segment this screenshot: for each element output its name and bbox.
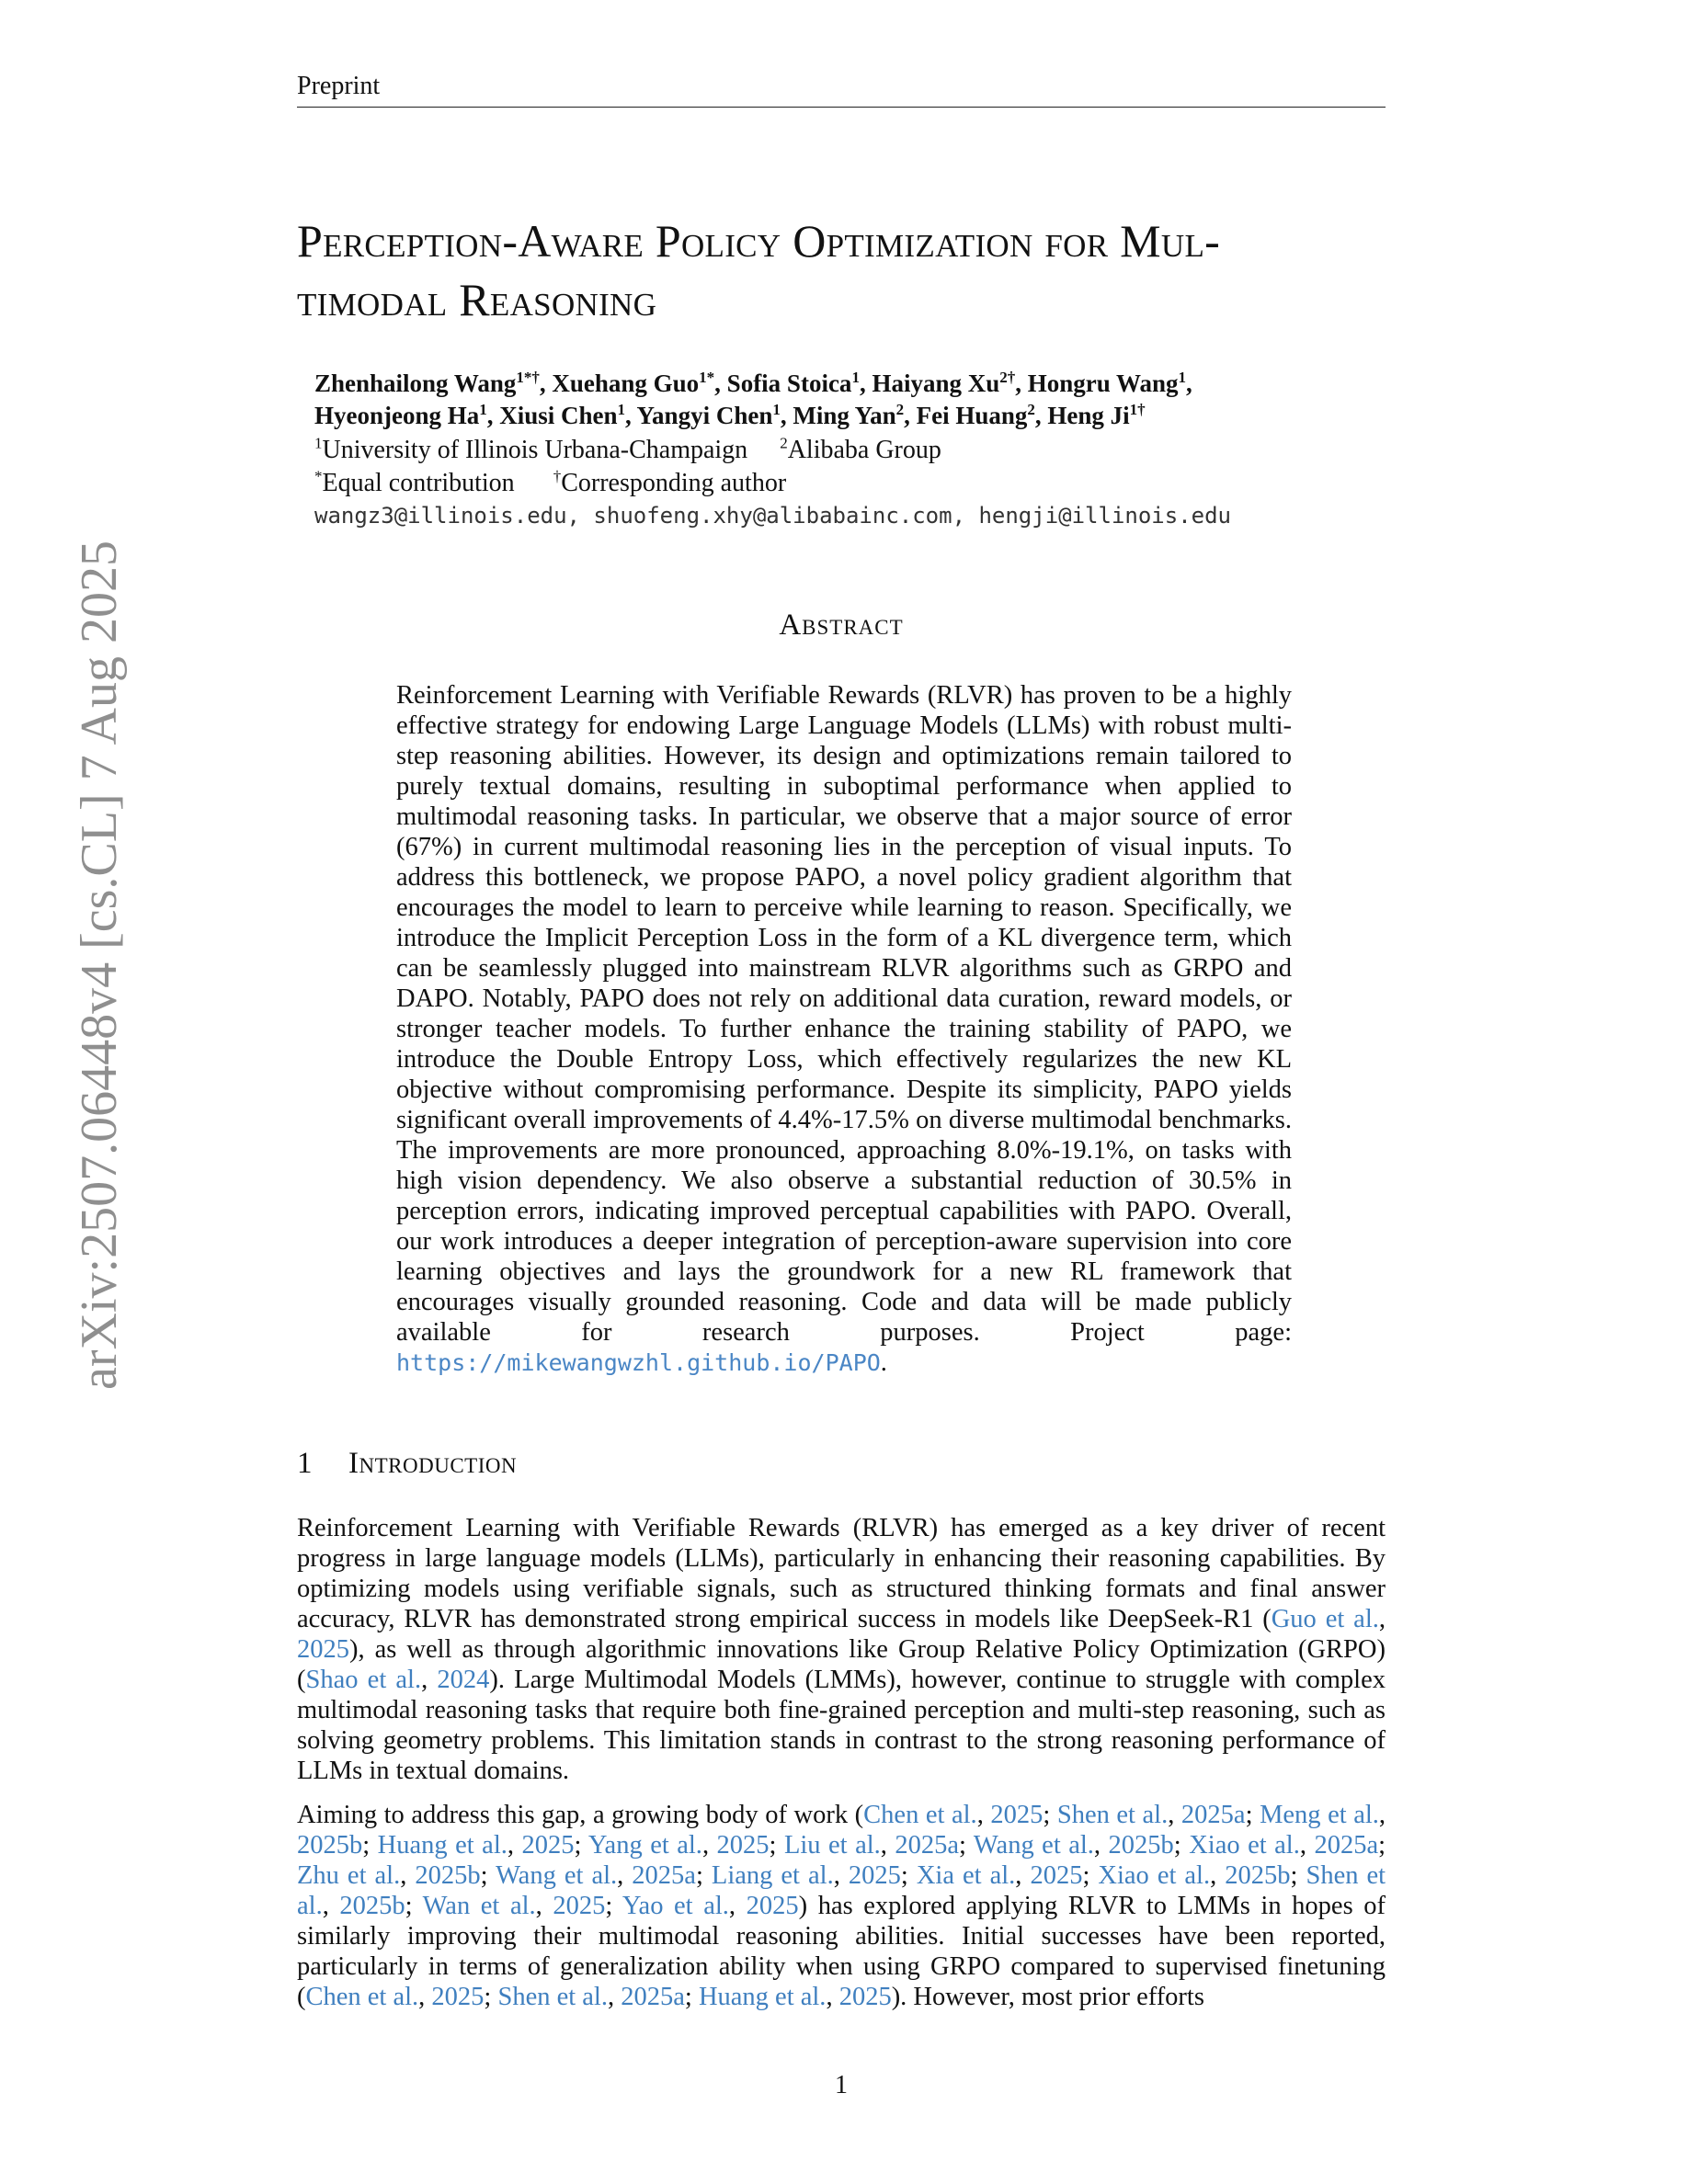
- paragraph-text: ;: [484, 1983, 498, 2011]
- paragraph-text: ;: [1290, 1861, 1306, 1890]
- paragraph-text: ). However, most prior efforts: [891, 1983, 1204, 2011]
- header-label: Preprint: [297, 72, 381, 100]
- paragraph-text: ;: [405, 1892, 423, 1920]
- citation-link[interactable]: Shao et al.: [305, 1666, 422, 1694]
- paragraph-text: ;: [1082, 1861, 1099, 1890]
- citation-link[interactable]: 2025: [746, 1892, 799, 1920]
- paragraph-text: ,: [976, 1801, 991, 1829]
- citation-link[interactable]: Yao et al.: [622, 1892, 729, 1920]
- paragraph-text: ,: [1168, 1801, 1181, 1829]
- citation-link[interactable]: Wan et al.: [422, 1892, 536, 1920]
- affiliations: $^1$University of Illinois Urbana-Champaign $^2$Alibaba Group: [314, 434, 941, 464]
- paragraph-text: ,: [322, 1892, 340, 1920]
- citation-link[interactable]: Wang et al.: [496, 1861, 618, 1890]
- paragraph-text: ;: [769, 1831, 784, 1860]
- citation-link[interactable]: 2025a: [895, 1831, 960, 1860]
- page-number: 1: [835, 2071, 848, 2099]
- author: Ming Yan$^2$: [793, 401, 905, 429]
- citation-link[interactable]: 2025: [297, 1635, 349, 1664]
- paragraph-text: ;: [574, 1831, 588, 1860]
- paragraph-text: ;: [362, 1831, 378, 1860]
- arxiv-identifier-stamp: arXiv:2507.06448v4 [cs.CL] 7 Aug 2025: [71, 540, 128, 1390]
- citation-link[interactable]: Shen et al.: [297, 1861, 1386, 1920]
- citation-link[interactable]: Chen et al.: [305, 1983, 419, 2011]
- paragraph-text: ,: [701, 1831, 717, 1860]
- author: Yangyi Chen$^1$: [636, 401, 781, 429]
- citation-link[interactable]: 2025: [553, 1892, 606, 1920]
- citation-link[interactable]: Xia et al.: [916, 1861, 1016, 1890]
- paragraph-text: ,: [507, 1831, 522, 1860]
- citation-link[interactable]: 2025b: [1225, 1861, 1291, 1890]
- citation-link[interactable]: Huang et al.: [377, 1831, 508, 1860]
- citation-link[interactable]: 2025a: [1314, 1831, 1379, 1860]
- paragraph-text: ,: [880, 1831, 895, 1860]
- citation-link[interactable]: Meng et al.: [1260, 1801, 1379, 1829]
- citation-link[interactable]: 2025a: [1180, 1801, 1246, 1829]
- paragraph-text: ;: [1043, 1801, 1057, 1829]
- paragraph-text: ;: [1173, 1831, 1190, 1860]
- citation-link[interactable]: 2025: [431, 1983, 485, 2011]
- citation-link[interactable]: 2025a: [632, 1861, 696, 1890]
- paragraph-text: ,: [1210, 1861, 1226, 1890]
- abstract-body: Reinforcement Learning with Verifiable Rewards (RLVR) has proven to be a highly effective strategy for endowing Large Language Models (LLMs) with robust multi-step reasoning abilities. However, its design and optimizations remain tailored to purely textual domains, resulting in suboptimal performance when applied to multimodal reasoning tasks. In particular, we observe that a major source of error (67%) in current multimodal reasoning lies in the perception of visual inputs. To address this bottleneck, we propose PAPO, a novel policy gradient algorithm that encourages the model to learn to perceive while learning to reason. Specifically, we introduce the Implicit Perception Loss in the form of a KL divergence term, which can be seamlessly plugged into mainstream RLVR algorithms such as GRPO and DAPO. Notably, PAPO does not rely on additional data curation, reward models, or stronger teacher models. To further enhance the training stability of PAPO, we introduce the Double Entropy Loss, which effectively regularizes the new KL objective without compromising performance. Despite its simplicity, PAPO yields significant overall improvements of 4.4%-17.5% on diverse multimodal benchmarks. The improvements are more pronounced, approaching 8.0%-19.1%, on tasks with high vision dependency. We also observe a substantial reduction of 30.5% in perception errors, indicating improved perceptual capabilities with PAPO. Overall, our work introduces a deeper integration of perception-aware supervision into core learning objectives and lays the groundwork for a new RL framework that encourages visually grounded reasoning. Code and data will be made publicly available for research purposes. Project page: https://mikewangwzhl.github.io/PAPO.: [396, 681, 1292, 1377]
- citation-link[interactable]: 2025: [990, 1801, 1044, 1829]
- citation-link[interactable]: 2025: [848, 1861, 901, 1890]
- paragraph-text: ;: [959, 1831, 974, 1860]
- citation-link[interactable]: Guo et al.: [1271, 1605, 1379, 1633]
- paragraph-text: ) has explored applying RLVR to LMMs in hopes of similarly improving their multimodal reasoning abilities. Initial successes have been reported, particularly in terms of generalization ability when using GRPO compared to supervised finetuning (: [297, 1892, 1386, 2011]
- paragraph-text: ,: [617, 1861, 633, 1890]
- paragraph-text: ,: [728, 1892, 747, 1920]
- citation-link[interactable]: 2025b: [1108, 1831, 1174, 1860]
- paragraph-text: ,: [1299, 1831, 1315, 1860]
- paragraph-text: ;: [1245, 1801, 1260, 1829]
- paragraph-text: ,: [1378, 1605, 1386, 1633]
- paragraph-text: ,: [1015, 1861, 1031, 1890]
- paragraph-text: ,: [535, 1892, 553, 1920]
- paragraph-text: ;: [480, 1861, 496, 1890]
- author: Hongru Wang$^1$: [1027, 369, 1187, 397]
- section-heading-introduction: [297, 1445, 517, 1482]
- corresponding-author-note: Corresponding author: [561, 469, 787, 497]
- paragraph-text: ;: [900, 1861, 917, 1890]
- author: Xuehang Guo$^{1*}$: [552, 369, 715, 397]
- citation-link[interactable]: 2025: [1030, 1861, 1083, 1890]
- paragraph-text: ,: [400, 1861, 416, 1890]
- author-notes: *Equal contribution †Corresponding author: [314, 467, 787, 497]
- citation-link[interactable]: Wang et al.: [973, 1831, 1094, 1860]
- paragraph-text: ;: [605, 1892, 622, 1920]
- author: Sofia Stoica$^1$: [726, 369, 860, 397]
- citation-link[interactable]: Xiao et al.: [1098, 1861, 1211, 1890]
- paragraph-text: ,: [1093, 1831, 1109, 1860]
- citation-link[interactable]: 2025b: [415, 1861, 481, 1890]
- paragraph-text: ,: [833, 1861, 849, 1890]
- author: Hyeonjeong Ha$^1$: [314, 401, 487, 429]
- paragraph-text: ). Large Multimodal Models (LMMs), however, continue to struggle with complex multimodal reasoning tasks that require both fine-grained perception and multi-step reasoning, such as solving geometry problems. This limitation stands in contrast to the strong reasoning performance of LLMs in textual domains.: [297, 1666, 1386, 1785]
- paragraph-text: ,: [607, 1983, 622, 2011]
- citation-link[interactable]: 2025: [716, 1831, 770, 1860]
- paragraph-text: Reinforcement Learning with Verifiable Rewards (RLVR) has emerged as a key driver of recent progress in large language models (LLMs), particularly in enhancing their reasoning capabilities. By optimizing models using verifiable signals, such as structured thinking formats and final answer accuracy, RLVR has demonstrated strong empirical success in models like DeepSeek-R1 (: [297, 1514, 1386, 1633]
- citation-link[interactable]: Yang et al.: [587, 1831, 702, 1860]
- citation-link[interactable]: Liang et al.: [711, 1861, 834, 1890]
- citation-link[interactable]: 2025: [521, 1831, 575, 1860]
- citation-link[interactable]: 2025b: [339, 1892, 405, 1920]
- citation-link[interactable]: Shen et al.: [497, 1983, 608, 2011]
- author: Haiyang $Xu^{2\dagger}$: [872, 369, 1016, 397]
- affiliation-uiuc: University of Illinois Urbana-Champaign: [322, 436, 748, 464]
- title-line-2: timodal Reasoning: [297, 274, 657, 325]
- citation-link[interactable]: Liu et al.: [783, 1831, 881, 1860]
- intro-paragraph-1: [297, 1513, 1386, 1786]
- abstract-heading: Abstract: [779, 609, 904, 642]
- citation-link[interactable]: 2025a: [621, 1983, 685, 2011]
- citation-link[interactable]: Shen et al.: [1056, 1801, 1169, 1829]
- citation-link[interactable]: Huang et al.: [698, 1983, 827, 2011]
- paragraph-text: ,: [418, 1983, 432, 2011]
- author: Zhenhailong Wang$^{1*\dagger}$: [314, 369, 540, 397]
- paragraph-text: ), as well as through algorithmic innovations like Group Relative Policy Optimization (GRPO) (: [297, 1635, 1386, 1694]
- author: Fei Huang$^2$: [916, 401, 1035, 429]
- citation-link[interactable]: Zhu et al.: [297, 1861, 401, 1890]
- paragraph-text: ,: [826, 1983, 839, 2011]
- paragraph-text: ;: [684, 1983, 699, 2011]
- author: Heng $Ji^{1\dagger}$: [1047, 401, 1146, 429]
- paragraph-text: Aiming to address this gap, a growing body of work (: [297, 1801, 864, 1829]
- paragraph-text: ;: [1378, 1831, 1386, 1860]
- title-line-1: Perception-Aware Policy Optimization for Mul-: [297, 215, 1221, 267]
- equal-contribution-note: Equal contribution: [322, 469, 515, 497]
- citation-link[interactable]: 2025b: [297, 1831, 363, 1860]
- paragraph-text: ;: [695, 1861, 712, 1890]
- citation-link[interactable]: Chen et al.: [863, 1801, 977, 1829]
- affiliation-alibaba: Alibaba Group: [787, 436, 941, 464]
- author-list: Zhenhailong Wang$^{1*\dagger}$, Xuehang Guo$^{1*}$, Sofia Stoica$^1$, Haiyang $Xu^{2\dagger}$, Hongru Wang$^1$, Hyeonjeong Ha$^1$, Xiusi Chen$^1$, Yangyi Chen$^1$, Ming Yan$^2$, Fei Huang$^2$, Heng $Ji^{1\dagger}$: [314, 369, 1192, 429]
- author-emails[interactable]: wangz3@illinois.edu, shuofeng.xhy@alibabainc.com, hengji@illinois.edu: [314, 503, 1231, 529]
- paragraph-text: ,: [1378, 1801, 1386, 1829]
- section-number: 1: [297, 1447, 313, 1480]
- author: Xiusi Chen$^1$: [499, 401, 626, 429]
- project-page-link[interactable]: https://mikewangwzhl.github.io/PAPO: [396, 1349, 881, 1376]
- paper-title: [297, 211, 1400, 329]
- citation-link[interactable]: Xiao et al.: [1189, 1831, 1300, 1860]
- citation-link[interactable]: 2025: [838, 1983, 892, 2011]
- section-title: Introduction: [348, 1447, 518, 1480]
- paragraph-text: ,: [421, 1666, 438, 1694]
- running-header: [297, 72, 1386, 108]
- citation-link[interactable]: 2024: [437, 1666, 490, 1694]
- intro-paragraph-2: [297, 1800, 1386, 2012]
